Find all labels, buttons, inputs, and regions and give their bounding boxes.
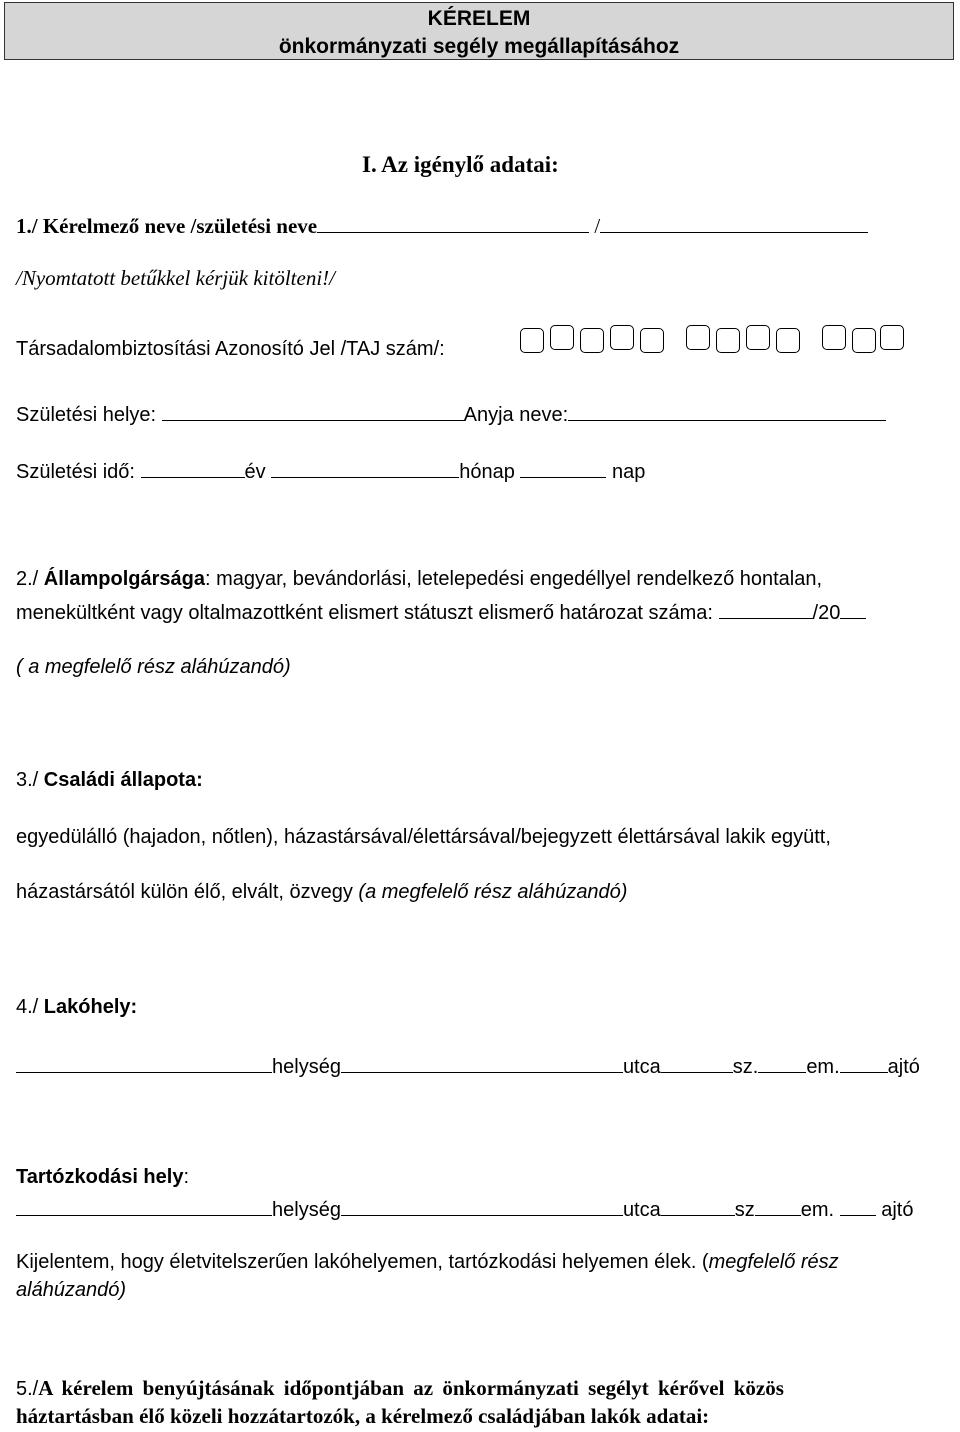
taj-digit-box[interactable]: [640, 328, 664, 353]
taj-digit-box[interactable]: [852, 328, 876, 353]
stay-number-label: sz: [734, 1199, 755, 1221]
stay-address-row: [16, 1195, 913, 1222]
family-status-options-2: [16, 881, 627, 904]
stay-street-field[interactable]: [341, 1195, 623, 1216]
stay-street-label: utca: [622, 1199, 661, 1221]
resolution-number-field[interactable]: [719, 598, 813, 619]
residence-heading: [16, 996, 137, 1019]
mother-name-label: Anyja neve:: [463, 404, 569, 426]
household-heading: [16, 1376, 934, 1401]
birth-date-row: [16, 457, 645, 484]
citizenship-note: ( a megfelelő rész aláhúzandó): [16, 656, 291, 678]
residence-num: 4./: [16, 996, 44, 1018]
year-label: év: [244, 461, 266, 483]
residence-address-row: [16, 1052, 920, 1079]
family-status-options-2-text: házastársától külön élő, elvált, özvegy: [16, 881, 353, 903]
stay-door-label: ajtó: [881, 1199, 914, 1221]
birth-date-label: Születési idő:: [16, 461, 135, 483]
name-separator: /: [594, 214, 601, 238]
taj-digit-box[interactable]: [520, 328, 544, 353]
family-status-num: 3./: [16, 769, 44, 791]
citizenship-label: Állampolgársága: [43, 568, 205, 590]
birth-name-field[interactable]: [600, 212, 868, 233]
birth-place-field[interactable]: [162, 400, 464, 421]
taj-digit-box[interactable]: [686, 325, 710, 350]
declaration-note: megfelelő rész: [708, 1251, 839, 1273]
birth-year-field[interactable]: [141, 457, 245, 478]
number-label: sz.: [732, 1056, 759, 1078]
stay-colon: :: [183, 1166, 190, 1188]
citizenship-row: [16, 568, 822, 591]
form-subtitle: önkormányzati segély megállapításához: [278, 35, 680, 58]
stay-label: Tartózkodási hely: [16, 1166, 184, 1188]
day-label: nap: [611, 461, 646, 483]
taj-digit-box[interactable]: [610, 325, 634, 350]
residence-door-field[interactable]: [840, 1052, 888, 1073]
citizenship-num: 2./: [16, 568, 44, 590]
declaration-note-2: aláhúzandó): [16, 1279, 127, 1301]
family-status-options: egyedülálló (hajadon, nőtlen), házastársával/élettársával/bejegyzett élettársával lakik együtt,: [16, 826, 831, 848]
stay-settlement-field[interactable]: [16, 1195, 272, 1216]
taj-digit-box[interactable]: [716, 328, 740, 353]
citizenship-options: : magyar, bevándorlási, letelepedési engedéllyel rendelkező hontalan,: [204, 568, 823, 590]
section-heading: I. Az igénylő adatai:: [362, 152, 559, 177]
residence-settlement-field[interactable]: [16, 1052, 272, 1073]
door-label: ajtó: [887, 1056, 920, 1078]
birth-day-field[interactable]: [520, 457, 606, 478]
taj-digit-box[interactable]: [880, 325, 904, 350]
taj-digit-box[interactable]: [580, 328, 604, 353]
settlement-label: helység: [272, 1056, 341, 1078]
birth-month-field[interactable]: [271, 457, 459, 478]
print-note: /Nyomtatott betűkkel kérjük kitölteni!/: [16, 266, 335, 290]
name-field[interactable]: [317, 212, 589, 233]
street-label: utca: [622, 1056, 661, 1078]
residence-label: Lakóhely:: [43, 996, 138, 1018]
mother-name-field[interactable]: [568, 400, 886, 421]
floor-label: em.: [806, 1056, 840, 1078]
stay-door-field[interactable]: [840, 1195, 876, 1216]
citizenship-row-2: [16, 598, 866, 625]
taj-digit-box[interactable]: [822, 325, 846, 350]
residence-street-field[interactable]: [341, 1052, 623, 1073]
birth-place-label: Születési helye:: [16, 404, 157, 426]
form-title-box: [4, 2, 954, 60]
taj-digit-box[interactable]: [776, 328, 800, 353]
family-status-note: (a megfelelő rész aláhúzandó): [358, 881, 628, 903]
taj-label: Társadalombiztosítási Azonosító Jel /TAJ szám/:: [16, 338, 445, 360]
resolution-year-field[interactable]: [840, 598, 866, 619]
stay-heading: [16, 1166, 189, 1189]
applicant-name-label: 1./ Kérelmező neve /születési neve: [16, 214, 318, 238]
taj-digit-box[interactable]: [746, 325, 770, 350]
stay-settlement-label: helység: [272, 1199, 341, 1221]
household-label-1: A kérelem benyújtásának időpontjában az önkormányzati segélyt kérővel közös: [38, 1376, 784, 1400]
taj-digit-box[interactable]: [550, 325, 574, 350]
birth-place-row: [16, 400, 886, 427]
family-status-heading: [16, 769, 203, 792]
month-label: hónap: [459, 461, 515, 483]
applicant-name-row: [16, 212, 868, 239]
stay-number-field[interactable]: [661, 1195, 735, 1216]
residence-number-field[interactable]: [661, 1052, 733, 1073]
resolution-year-prefix: /20: [812, 602, 841, 624]
declaration: [16, 1251, 839, 1274]
citizenship-options-2: menekültként vagy oltalmazottként elismert státuszt elismerő határozat száma:: [16, 602, 713, 624]
residence-floor-field[interactable]: [758, 1052, 806, 1073]
stay-floor-field[interactable]: [755, 1195, 801, 1216]
form-title: KÉRELEM: [427, 7, 531, 30]
declaration-text: Kijelentem, hogy életvitelszerűen lakóhelyemen, tartózkodási helyemen élek. (: [16, 1251, 709, 1273]
stay-floor-label: em.: [800, 1199, 835, 1221]
household-num: 5./: [16, 1378, 39, 1400]
family-status-label: Családi állapota:: [43, 769, 203, 791]
household-label-2: háztartásban élő közeli hozzátartozók, a kérelmező családjában lakók adatai:: [16, 1404, 710, 1428]
